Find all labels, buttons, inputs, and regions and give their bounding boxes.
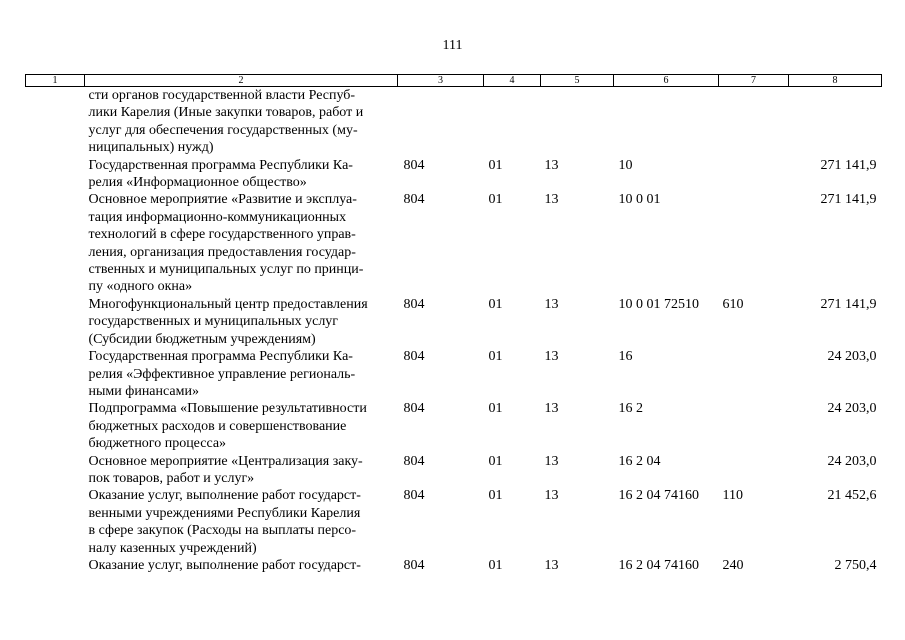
subsection-code-cell: 13 (544, 349, 559, 365)
row-name-line: Многофункциональный центр предоставления (88, 296, 368, 312)
subsection-code-cell: 13 (544, 453, 559, 469)
row-name-cell (85, 557, 398, 574)
table-row (26, 191, 882, 295)
ved-code-cell: 804 (403, 157, 425, 173)
amount-cell: 2 750,4 (834, 557, 877, 573)
row-name-line: Подпрограмма «Повышение результативности (88, 401, 367, 417)
column-header-5: 5 (541, 75, 614, 87)
section-code-cell: 01 (488, 557, 503, 573)
column-header-6: 6 (614, 75, 719, 87)
expense-type-cell: 110 (722, 488, 743, 504)
row-name-line: бюджетного процесса» (88, 436, 227, 452)
target-article-cell: 10 0 01 (618, 192, 661, 208)
row-name-cell (85, 348, 398, 400)
amount-cell: 21 452,6 (827, 488, 877, 504)
row-name-line: релия «Информационное общество» (88, 175, 307, 191)
row-number-cell (26, 348, 85, 400)
row-name-line: пок товаров, работ и услуг» (88, 470, 255, 486)
row-name-cell (85, 453, 398, 488)
budget-table (25, 74, 882, 574)
section-code-cell: 01 (488, 296, 503, 312)
row-number-cell (26, 191, 85, 295)
subsection-code-cell: 13 (544, 488, 559, 504)
row-name-line: ственных и муниципальных услуг по принци- (88, 262, 364, 278)
subsection-code-cell: 13 (544, 296, 559, 312)
row-name-line: лики Карелия (Иные закупки товаров, работ и (88, 105, 364, 121)
ved-code-cell: 804 (403, 557, 425, 573)
ved-code-cell (398, 87, 484, 157)
row-name-line: Основное мероприятие «Развитие и эксплуа- (88, 192, 357, 208)
row-name-line: релия «Эффективное управление региональ- (88, 366, 356, 382)
target-article-cell: 16 2 (618, 401, 643, 417)
amount-cell: 271 141,9 (820, 192, 877, 208)
section-code-cell: 01 (488, 401, 503, 417)
section-code-cell: 01 (488, 488, 503, 504)
expense-type-cell (719, 348, 789, 400)
row-name-cell (85, 87, 398, 157)
row-name-line: государственных и муниципальных услуг (88, 314, 339, 330)
column-header-7: 7 (719, 75, 789, 87)
ved-code-cell: 804 (403, 349, 425, 365)
section-code-cell: 01 (488, 349, 503, 365)
amount-cell: 24 203,0 (827, 401, 877, 417)
section-code-cell: 01 (488, 453, 503, 469)
target-article-cell: 16 2 04 74160 (618, 488, 699, 504)
column-header-2: 2 (85, 75, 398, 87)
row-name-line: (Субсидии бюджетным учреждениям) (88, 331, 316, 347)
section-code-cell (484, 87, 541, 157)
row-number-cell (26, 487, 85, 557)
table-row (26, 557, 882, 574)
expense-type-cell (719, 191, 789, 295)
table-row (26, 348, 882, 400)
row-number-cell (26, 557, 85, 574)
subsection-code-cell (541, 87, 614, 157)
ved-code-cell: 804 (403, 192, 425, 208)
ved-code-cell: 804 (403, 488, 425, 504)
section-code-cell: 01 (488, 192, 503, 208)
amount-cell: 24 203,0 (827, 453, 877, 469)
row-name-line: тация информационно-коммуникационных (88, 209, 347, 225)
row-name-cell (85, 400, 398, 452)
amount-cell (789, 87, 882, 157)
row-number-cell (26, 400, 85, 452)
amount-cell: 271 141,9 (820, 296, 877, 312)
row-name-line: Основное мероприятие «Централизация заку- (88, 453, 363, 469)
row-number-cell (26, 296, 85, 348)
subsection-code-cell: 13 (544, 192, 559, 208)
ved-code-cell: 804 (403, 401, 425, 417)
expense-type-cell (719, 453, 789, 488)
target-article-cell (614, 87, 719, 157)
expense-type-cell (719, 400, 789, 452)
table-row (26, 87, 882, 157)
target-article-cell: 16 2 04 74160 (618, 557, 699, 573)
row-name-line: ными финансами» (88, 383, 199, 399)
column-header-1: 1 (26, 75, 85, 87)
table-row (26, 400, 882, 452)
subsection-code-cell: 13 (544, 401, 559, 417)
column-header-4: 4 (484, 75, 541, 87)
row-name-line: бюджетных расходов и совершенствование (88, 418, 347, 434)
expense-type-cell (719, 157, 789, 192)
column-header-3: 3 (398, 75, 484, 87)
row-number-cell (26, 157, 85, 192)
row-name-line: венными учреждениями Республики Карелия (88, 505, 361, 521)
expense-type-cell: 610 (722, 296, 744, 312)
row-name-cell (85, 487, 398, 557)
column-header-8: 8 (789, 75, 882, 87)
row-name-line: ниципальных) нужд) (88, 140, 214, 156)
table-row (26, 453, 882, 488)
section-code-cell: 01 (488, 157, 503, 173)
table-row (26, 157, 882, 192)
row-name-line: Государственная программа Республики Ка- (88, 157, 353, 173)
row-name-line: в сфере закупок (Расходы на выплаты персо- (88, 523, 357, 539)
row-name-line: услуг для обеспечения государственных (му- (88, 122, 358, 138)
row-number-cell (26, 87, 85, 157)
ved-code-cell: 804 (403, 453, 425, 469)
row-name-cell (85, 296, 398, 348)
subsection-code-cell: 13 (544, 157, 559, 173)
header-row (26, 75, 882, 87)
subsection-code-cell: 13 (544, 557, 559, 573)
row-name-line: ления, организация предоставления государ- (88, 244, 356, 260)
ved-code-cell: 804 (403, 296, 425, 312)
target-article-cell: 16 2 04 (618, 453, 661, 469)
target-article-cell: 16 (618, 349, 633, 365)
table-row (26, 487, 882, 557)
expense-type-cell: 240 (722, 557, 744, 573)
table-row (26, 296, 882, 348)
amount-cell: 271 141,9 (820, 157, 877, 173)
row-name-line: пу «одного окна» (88, 279, 193, 295)
row-name-cell (85, 191, 398, 295)
row-name-line: Государственная программа Республики Ка- (88, 349, 353, 365)
row-number-cell (26, 453, 85, 488)
row-name-cell (85, 157, 398, 192)
row-name-line: технологий в сфере государственного управ- (88, 227, 356, 243)
row-name-line: налу казенных учреждений) (88, 540, 257, 556)
target-article-cell: 10 (618, 157, 633, 173)
amount-cell: 24 203,0 (827, 349, 877, 365)
table-body (26, 87, 882, 575)
row-name-line: сти органов государственной власти Респуб- (88, 88, 356, 103)
row-name-line: Оказание услуг, выполнение работ государст- (88, 488, 361, 504)
target-article-cell: 10 0 01 72510 (618, 296, 699, 312)
page-number: 111 (442, 38, 463, 53)
expense-type-cell (719, 87, 789, 157)
table-header (26, 75, 882, 87)
row-name-line: Оказание услуг, выполнение работ государст- (88, 557, 361, 573)
